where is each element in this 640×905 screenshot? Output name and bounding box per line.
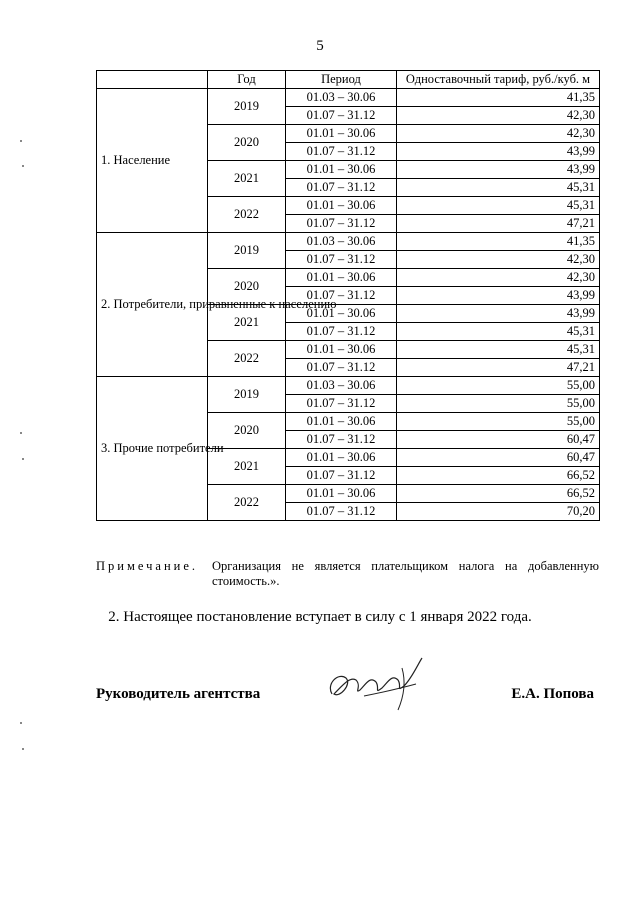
tariff-cell: 66,52: [397, 467, 600, 485]
table-row: [97, 233, 600, 251]
table-row: [97, 377, 600, 395]
period-cell: 01.03 – 30.06: [286, 233, 397, 251]
tariff-cell: 43,99: [397, 143, 600, 161]
consumer-group-cell: 2. Потребители, приравненные к населению: [97, 233, 208, 377]
year-cell: 2022: [208, 341, 286, 377]
tariff-cell: 45,31: [397, 323, 600, 341]
period-cell: 01.07 – 31.12: [286, 431, 397, 449]
year-cell: 2020: [208, 125, 286, 161]
period-cell: 01.07 – 31.12: [286, 395, 397, 413]
scan-speck: [20, 432, 22, 434]
period-cell: 01.07 – 31.12: [286, 503, 397, 521]
header-category: [97, 71, 208, 89]
tariff-cell: 42,30: [397, 251, 600, 269]
tariff-cell: 43,99: [397, 287, 600, 305]
period-cell: 01.07 – 31.12: [286, 107, 397, 125]
period-cell: 01.07 – 31.12: [286, 359, 397, 377]
period-cell: 01.07 – 31.12: [286, 143, 397, 161]
tariff-cell: 45,31: [397, 197, 600, 215]
signatory-name: Е.А. Попова: [511, 686, 594, 702]
year-cell: 2019: [208, 377, 286, 413]
table-row: [97, 89, 600, 107]
tariff-table: [96, 70, 600, 521]
consumer-group-cell: 3. Прочие потребители: [97, 377, 208, 521]
scan-speck: [20, 722, 22, 724]
period-cell: 01.07 – 31.12: [286, 215, 397, 233]
tariff-cell: 66,52: [397, 485, 600, 503]
year-cell: 2022: [208, 197, 286, 233]
scan-speck: [22, 748, 24, 750]
period-cell: 01.01 – 30.06: [286, 269, 397, 287]
tariff-cell: 42,30: [397, 107, 600, 125]
tariff-table-body: [97, 89, 600, 521]
year-cell: 2020: [208, 269, 286, 305]
tariff-cell: 60,47: [397, 431, 600, 449]
period-cell: 01.01 – 30.06: [286, 413, 397, 431]
consumer-group-cell: 1. Население: [97, 89, 208, 233]
tariff-cell: 47,21: [397, 359, 600, 377]
page-number: 5: [316, 38, 324, 54]
period-cell: 01.01 – 30.06: [286, 449, 397, 467]
period-cell: 01.03 – 30.06: [286, 89, 397, 107]
year-cell: 2021: [208, 305, 286, 341]
handwritten-signature: [324, 654, 434, 714]
year-cell: 2020: [208, 413, 286, 449]
tariff-cell: 47,21: [397, 215, 600, 233]
year-cell: 2022: [208, 485, 286, 521]
tariff-cell: 45,31: [397, 341, 600, 359]
table-header-row: [97, 71, 600, 89]
tariff-cell: 42,30: [397, 125, 600, 143]
period-cell: 01.01 – 30.06: [286, 341, 397, 359]
header-period: Период: [286, 71, 397, 89]
tariff-cell: 55,00: [397, 395, 600, 413]
tariff-cell: 41,35: [397, 89, 600, 107]
tariff-cell: 42,30: [397, 269, 600, 287]
tariff-cell: 70,20: [397, 503, 600, 521]
header-tariff: Одноставочный тариф, руб./куб. м: [397, 71, 600, 89]
tariff-cell: 45,31: [397, 179, 600, 197]
period-cell: 01.01 – 30.06: [286, 485, 397, 503]
year-cell: 2019: [208, 233, 286, 269]
year-cell: 2021: [208, 449, 286, 485]
period-cell: 01.01 – 30.06: [286, 125, 397, 143]
scan-speck: [22, 458, 24, 460]
tariff-cell: 55,00: [397, 377, 600, 395]
note-text: Организация не является плательщиком налога на добавленную стоимость.».: [212, 559, 599, 588]
tariff-cell: 43,99: [397, 161, 600, 179]
period-cell: 01.07 – 31.12: [286, 179, 397, 197]
tariff-cell: 55,00: [397, 413, 600, 431]
note-label: Примечание.: [96, 559, 199, 573]
period-cell: 01.01 – 30.06: [286, 305, 397, 323]
year-cell: 2019: [208, 89, 286, 125]
period-cell: 01.01 – 30.06: [286, 161, 397, 179]
tariff-cell: 43,99: [397, 305, 600, 323]
header-year: Год: [208, 71, 286, 89]
tariff-cell: 60,47: [397, 449, 600, 467]
period-cell: 01.01 – 30.06: [286, 197, 397, 215]
tariff-cell: 41,35: [397, 233, 600, 251]
year-cell: 2021: [208, 161, 286, 197]
note: [96, 559, 599, 589]
period-cell: 01.07 – 31.12: [286, 251, 397, 269]
effective-date-clause: 2. Настоящее постановление вступает в силу с 1 января 2022 года.: [108, 609, 532, 625]
period-cell: 01.03 – 30.06: [286, 377, 397, 395]
period-cell: 01.07 – 31.12: [286, 287, 397, 305]
scan-speck: [22, 165, 24, 167]
scan-speck: [20, 140, 22, 142]
signatory-title: Руководитель агентства: [96, 686, 261, 702]
period-cell: 01.07 – 31.12: [286, 467, 397, 485]
period-cell: 01.07 – 31.12: [286, 323, 397, 341]
